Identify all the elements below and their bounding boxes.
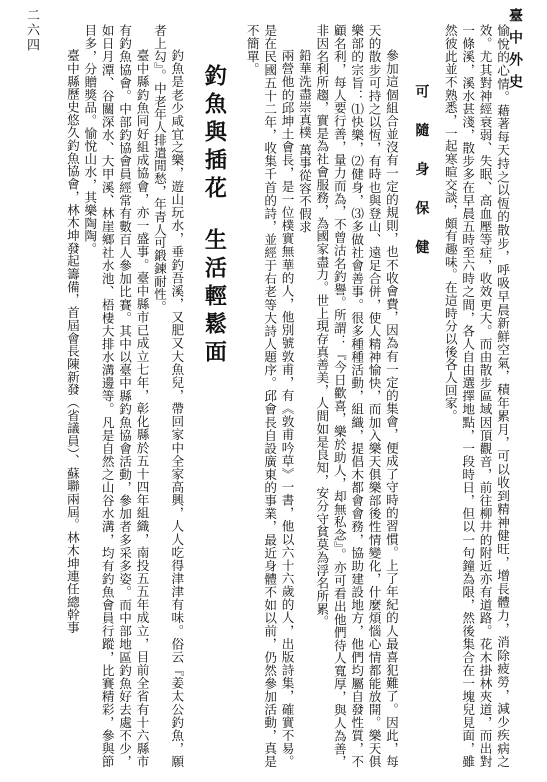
article1-verse: 鉛華洗盡崇真樸 萬事從容不假求 (296, 49, 312, 234)
article2-paragraph-2: 臺中縣釣魚同好組成協會，亦一盛事。臺中縣市已成立七年，彰化縣於五十四年組織，南投五五年成立，目前全省有十六縣市有釣魚協會。中部釣協會員經常有數百人參加比賽。其中以臺中縣釣魚協會活動，參加者多采多姿。而中部地區釣魚好去處不少，如日月潭、谷關深水、大甲溪、林崖鄉社水池、梧棲大排水溝邊等。凡是自然之山谷水溝，均有釣魚會員行蹤，比賽精彩，參與節目多，分贈獎品。愉悅山水，其樂陶陶。 (82, 24, 150, 768)
vertical-text-body (23, 24, 511, 768)
article2-paragraph-3: 臺中縣歷史悠久釣魚協會，林木坤發起籌備，首屆會長陳新發（省議員）、蘇聯兩屆。林木坤連任總幹事 (64, 49, 80, 634)
article1-subtitle: 可 隨 身 保 健 (413, 84, 430, 264)
article2-title-sub: 生活輕鬆面 (201, 228, 228, 368)
article2-title-main: 釣魚與插花 (201, 64, 228, 204)
article1-continuation: 愉悅的心情。藉著每天持之以恆的散步，呼吸早晨新鮮空氣，積年累月，可以收到精神健旺，增長體力，消除疲勞，減少疾病之效。尤其對神經衰弱、失眠、高血壓等症，收效更大。而由散步區域因頂觀音，前往柳井的附近亦有道路。花木掛林夾道，而出對一條溪，溪水甚淺，散步多在早晨五時至六時之間，各人自由選擇地點，一段時日，但以一句鐘為限，然後集合在一塊兒見面，雖然彼此並不熟悉，一起寒暄交談，頗有趣味。在這時分以後各人回家。 (442, 24, 510, 768)
article2-title-block (199, 24, 229, 768)
article1-paragraph-3: 兩營他的邱坤土會長，是一位樸實無華的人，他別號敦甫，有《敦甫吟草》一書，他以六十六歲的人，出版詩集，確實不易。是在民國五十二年，收集千首的詩，並經于右老等大詩人題序。邱會長自設廣東的事業，最近身體不如以前，仍然參加活動，真是不簡單。 (244, 24, 295, 768)
page-number: 二六四 (24, 8, 39, 53)
article2-paragraph-1: 釣魚是老少咸宜之樂，遊山玩水，垂釣吾溪，又肥又大魚兒，帶回家中全家高興，人人吃得津津有味。俗云『姜太公釣魚，願者上勾』。中老年人排遣閒愁，年青人可鍛鍊耐性。 (151, 24, 185, 768)
running-title: 臺中外史 (507, 8, 523, 96)
article1-paragraph-2: 參加這個組合並沒有一定的規則，也不收會費，因為有一定的集會，便成了守時的習慣。上了年紀的人最喜犯難了。因此，每天的散步可持之以恆，有時也與登山、遠足合併，使人精神愉快，而加入樂天俱樂部後性情變化，什麼煩惱心情都能放開。樂天俱樂部的宗旨：⑴快樂，⑵健身，⑶多做社會善事。很多種種活動，組織，提倡木都會會務，協助建設地方，他們均屬自發性質，不顧名利，每人要行善，量力而為，不曾沽名釣譽。所謂：『今日歡喜，樂於助人，却無私念』。亦可看出他們待人寬厚，與人為善，非因名利所趨，實是為社會服務，為國家盡力。世上現存真善美，人間如是良知，安分守貧莫為浮名所累。 (314, 24, 399, 768)
